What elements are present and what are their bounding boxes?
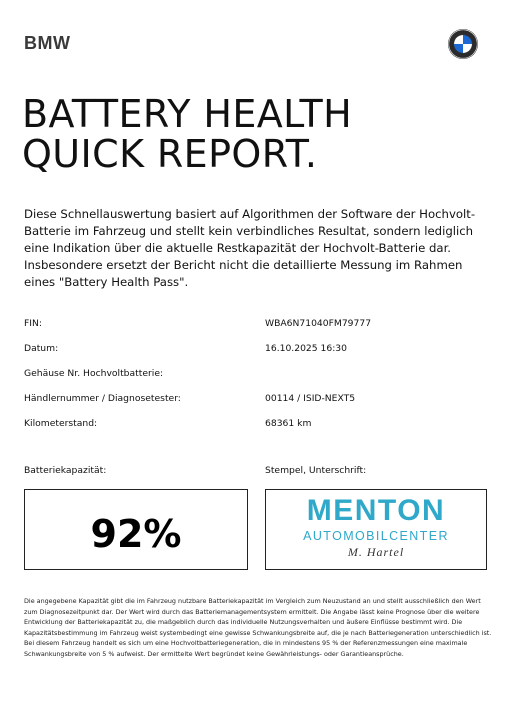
capacity-label: Batteriekapazität: (24, 465, 107, 476)
mileage-value: 68361 km (265, 418, 312, 429)
fin-value: WBA6N71040FM79777 (265, 318, 372, 329)
report-title (22, 94, 352, 174)
intro-paragraph: Diese Schnellauswertung basiert auf Algorithmen der Software der Hochvolt-Batterie im Fahrzeug und stellt kein verbindliches Resultat, sondern lediglich eine Indikation über die aktuelle Restkapazität der Hochvolt-Batterie dar. Insbesondere ersetzt der Bericht nicht die detaillierte Messung im Rahmen eines "Battery Health Pass". (24, 207, 476, 289)
mileage-label: Kilometerstand: (24, 418, 98, 429)
field-row-date (24, 342, 494, 367)
vehicle-details (24, 317, 494, 442)
dealer-label: Händlernummer / Diagnosetester: (24, 393, 181, 404)
field-row-mileage (24, 417, 494, 442)
capacity-box (24, 489, 248, 570)
fin-label: FIN: (24, 318, 42, 329)
bmw-roundel-icon (447, 28, 479, 60)
capacity-value: 92% (90, 511, 182, 556)
field-row-fin (24, 317, 494, 342)
date-label: Datum: (24, 343, 59, 354)
stamp-dealer-subtitle: AUTOMOBILCENTER (303, 529, 449, 543)
field-row-battery-housing (24, 367, 494, 392)
field-row-dealer (24, 392, 494, 417)
dealer-stamp-box (265, 489, 487, 570)
stamp-dealer-name: MENTON (306, 494, 446, 527)
disclaimer-text: Die angegebene Kapazität gibt die im Fahrzeug nutzbare Batteriekapazität im Vergleich zum Neuzustand an und stellt ausschließlich den Wert zum Diagnosezeitpunkt dar. Der Wert wird durch das Batteriemanagementsystem ermittelt. Die Angabe lässt keine Prognose über die weitere Entwicklung der Batteriekapazität zu, die maßgeblich durch das individuelle Nutzungsverhalten und äußere Einflüsse bestimmt wird. Die Kapazitätsbestimmung im Fahrzeug weist systembedingt eine gewisse Schwankungsbreite auf, die je nach Batteriegeneration unterschiedlich ist. Bei diesem Fahrzeug handelt es sich um eine Hochvoltbatteriegeneration, die in mindestens 95 % der Referenzmessungen eine maximale Schwankungsbreite von 5 % aufweist. Der ermittelte Wert begründet keine Gewährleistungs- oder Garantieansprüche. (24, 597, 492, 658)
report-title-line-1: BATTERY HEALTH (22, 92, 353, 136)
dealer-value: 00114 / ISID-NEXT5 (265, 393, 356, 404)
stamp-signature: M. Hartel (347, 545, 405, 559)
battery-housing-label: Gehäuse Nr. Hochvoltbatterie: (24, 368, 164, 379)
report-title-line-2: QUICK REPORT. (22, 132, 318, 176)
stamp-label: Stempel, Unterschrift: (265, 465, 367, 476)
brand-wordmark: BMW (24, 33, 71, 53)
date-value: 16.10.2025 16:30 (265, 343, 348, 354)
